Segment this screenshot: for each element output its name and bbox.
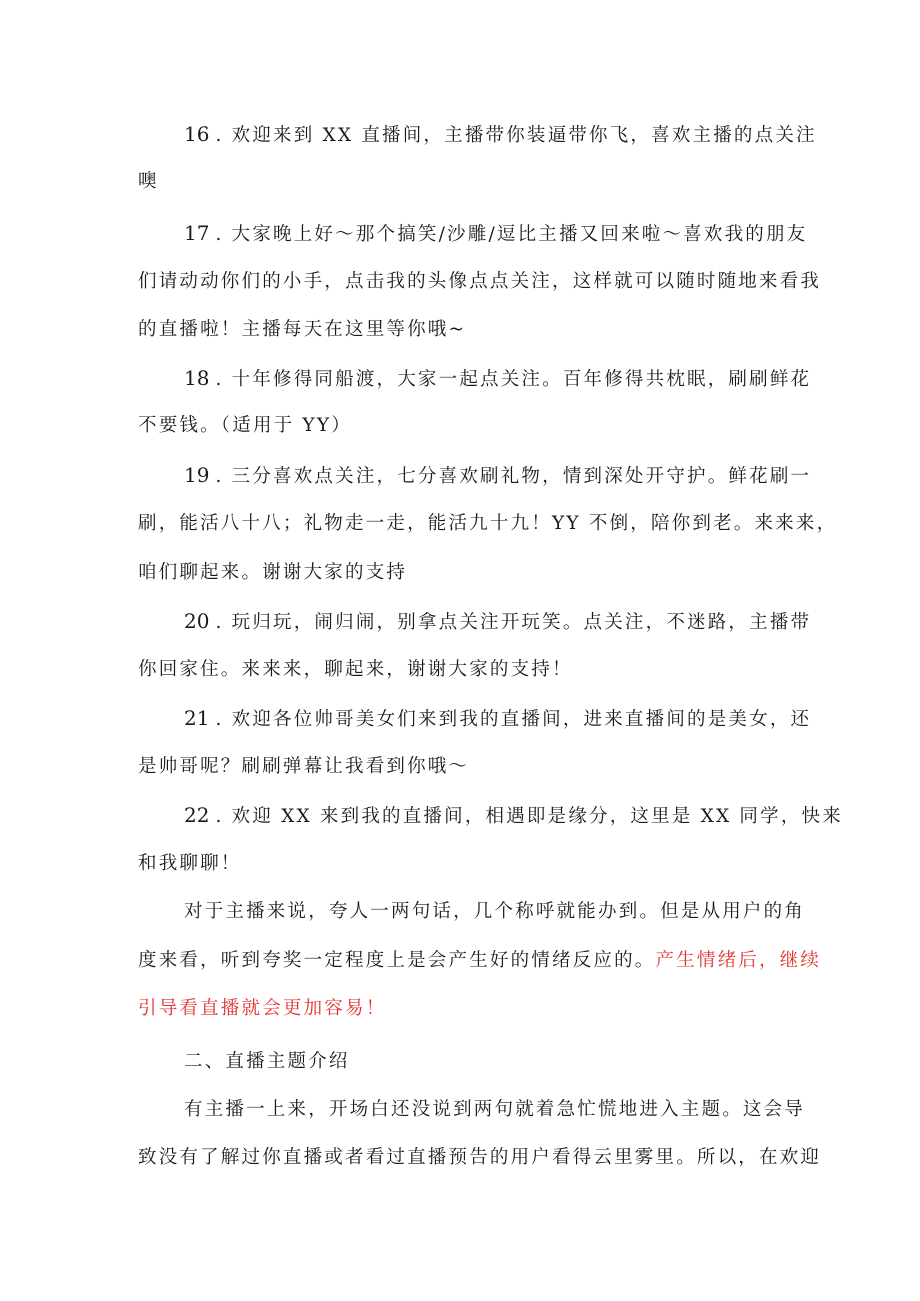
item-text: . 欢迎各位帅哥美女们来到我的直播间，进来直播间的是美女，还 [215,709,812,730]
item-text: . 欢迎来到 XX 直播间，主播带你装逼带你飞，喜欢主播的点关注 [215,125,817,146]
summary-line-2 [138,949,821,973]
item-16-line-2: 噢 [138,171,159,192]
item-19-line-2: 刷，能活八十八；礼物走一走，能活九十九！YY 不倒，陪你到老。来来来， [138,513,838,534]
item-number: 16 [184,122,210,146]
item-17-line-2: 们请动动你们的小手，点击我的头像点点关注，这样就可以随时随地来看我 [138,271,822,292]
item-number: 19 [184,463,210,487]
item-number: 20 [184,609,210,633]
highlighted-text: 产生情绪后，继续 [655,950,822,971]
item-18-line-1 [184,366,811,392]
item-text: . 欢迎 XX 来到我的直播间，相遇即是缘分，这里是 XX 同学，快来 [215,806,843,827]
item-21-line-1 [184,706,811,732]
summary-text: 度来看，听到夸奖一定程度上是会产生好的情绪反应的。 [138,950,656,971]
summary-line-3: 引导看直播就会更加容易！ [138,998,387,1019]
section-heading: 二、直播主题介绍 [184,1051,350,1072]
item-18-line-2: 不要钱。（适用于 YY） [138,415,352,436]
item-text: . 十年修得同船渡，大家一起点关注。百年修得共枕眠，刷刷鲜花 [215,369,812,390]
item-text: . 玩归玩，闹归闹，别拿点关注开玩笑。点关注，不迷路，主播带 [215,612,812,633]
item-text: . 大家晚上好～那个搞笑/沙雕/逗比主播又回来啦～喜欢我的朋友 [215,224,808,245]
item-16-line-1 [184,122,817,148]
item-number: 17 [184,221,210,245]
item-20-line-2: 你回家住。来来来，聊起来，谢谢大家的支持！ [138,659,573,680]
item-number: 18 [184,366,210,390]
item-22-line-1 [184,803,843,829]
item-22-line-2: 和我聊聊！ [138,853,242,874]
item-19-line-1 [184,463,811,489]
item-number: 22 [184,803,210,827]
summary-line-1: 对于主播来说，夸人一两句话，几个称呼就能办到。但是从用户的角 [184,901,806,922]
item-17-line-1 [184,221,807,247]
item-number: 21 [184,706,210,730]
section-body-line-1: 有主播一上来，开场白还没说到两句就着急忙慌地进入主题。这会导 [184,1099,806,1120]
item-20-line-1 [184,609,811,635]
section-body-line-2: 致没有了解过你直播或者看过直播预告的用户看得云里雾里。所以，在欢迎 [138,1147,822,1168]
item-17-line-3: 的直播啦！主播每天在这里等你哦~ [138,319,467,340]
item-text: . 三分喜欢点关注，七分喜欢刷礼物，情到深处开守护。鲜花刷一 [215,466,812,487]
item-21-line-2: 是帅哥呢？刷刷弹幕让我看到你哦～ [138,756,470,777]
item-19-line-3: 咱们聊起来。谢谢大家的支持 [138,562,408,583]
